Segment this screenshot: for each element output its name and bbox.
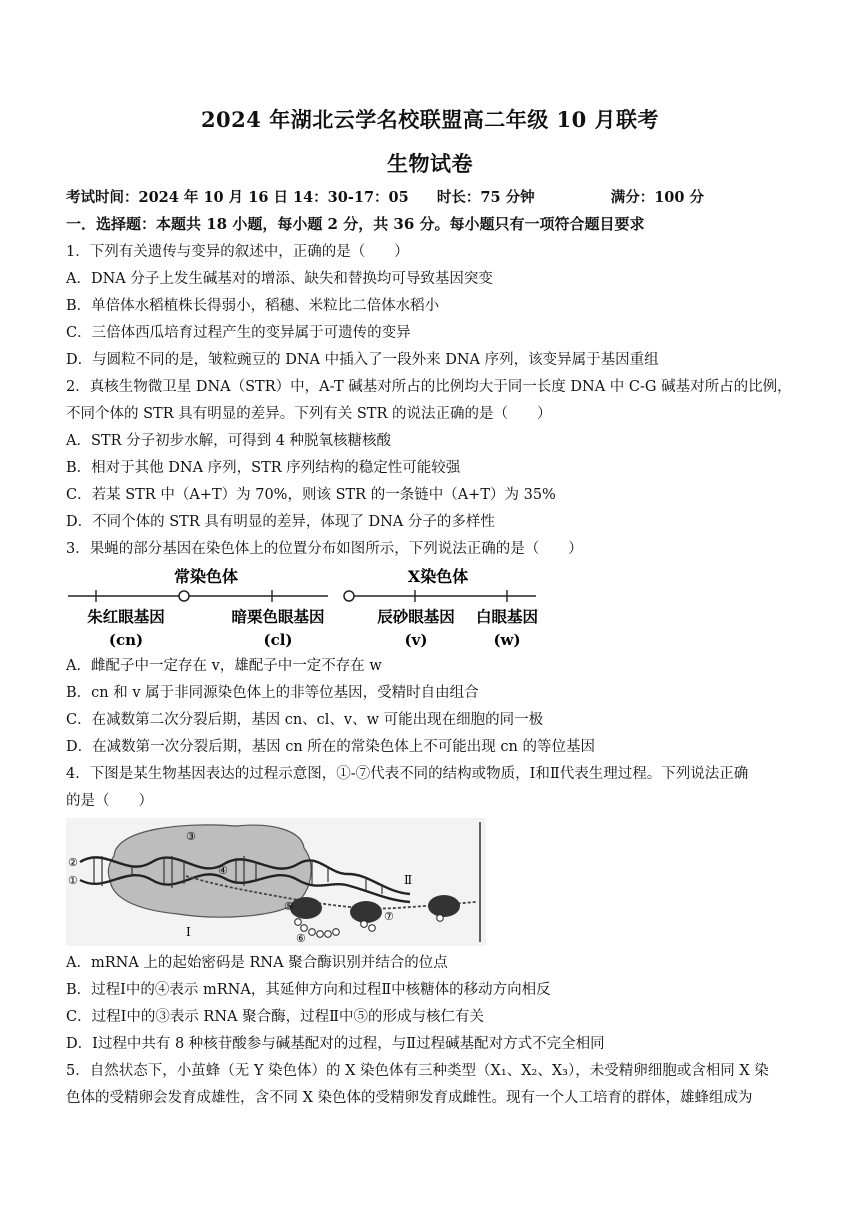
option-c: C．在减数第二次分裂后期，基因 cn、cl、v、w 可能出现在细胞的同一极 — [66, 712, 544, 728]
option-a: A．雌配子中一定存在 v，雄配子中一定不存在 w — [66, 658, 382, 674]
gene-name-v: 辰砂眼基因 — [377, 607, 455, 626]
question-stem: 5．自然状态下，小茧蜂（无 Y 染色体）的 X 染色体有三种类型（X₁、X₂、X₃），未受精卵细胞或含相同 X 染 — [66, 1063, 769, 1079]
process-ii-label: Ⅱ — [404, 873, 413, 887]
section-heading: 一．选择题：本题共 18 小题，每小题 2 分，共 36 分。每小题只有一项符合题目要求 — [66, 215, 645, 233]
centromere-icon — [344, 591, 354, 601]
x-chromosome-label: X染色体 — [407, 567, 469, 586]
gene-symbol-v: (v) — [404, 631, 428, 649]
option-c: C．若某 STR 中（A+T）为 70%，则该 STR 的一条链中（A+T）为 35% — [66, 487, 556, 503]
question-stem: 色体的受精卵会发育成雄性，含不同 X 染色体的受精卵发育成雌性。现有一个人工培育的群体，雄蜂组成为 — [66, 1090, 753, 1106]
exam-time: 考试时间：2024 年 10 月 16 日 14：30-17：05 — [66, 189, 409, 206]
process-i-label: Ⅰ — [186, 925, 191, 939]
option-a: A．mRNA 上的起始密码是 RNA 聚合酶识别并结合的位点 — [66, 955, 448, 971]
centromere-icon — [179, 591, 189, 601]
ribosome-shape — [428, 895, 460, 917]
label-5: ⑤ — [284, 900, 294, 913]
label-4: ④ — [218, 864, 228, 877]
label-2: ② — [68, 856, 78, 869]
gene-name-cn: 朱红眼基因 — [87, 607, 165, 626]
gene-expression-figure — [66, 818, 486, 946]
option-d: D．不同个体的 STR 具有明显的差异，体现了 DNA 分子的多样性 — [66, 514, 495, 530]
chromosome-gene-map-figure — [66, 562, 546, 650]
exam-subtitle: 生物试卷 — [387, 151, 473, 176]
question-stem: 3．果蝇的部分基因在染色体上的位置分布如图所示，下列说法正确的是（ ） — [66, 541, 583, 557]
option-c: C．三倍体西瓜培育过程产生的变异属于可遗传的变异 — [66, 325, 411, 341]
gene-symbol-cn: (cn) — [108, 631, 144, 649]
gene-symbol-cl: (cl) — [263, 631, 293, 649]
option-b: B．相对于其他 DNA 序列，STR 序列结构的稳定性可能较强 — [66, 460, 461, 476]
option-b: B．单倍体水稻植株长得弱小，稻穗、米粒比二倍体水稻小 — [66, 298, 440, 314]
label-1: ① — [68, 874, 78, 887]
ribosome-shape — [350, 901, 382, 923]
question-stem: 的是（ ） — [66, 793, 153, 809]
exam-title: 2024 年湖北云学名校联盟高二年级 10 月联考 — [200, 107, 660, 132]
exam-info — [66, 188, 796, 208]
option-a: A．STR 分子初步水解，可得到 4 种脱氧核糖核酸 — [66, 433, 392, 449]
question-stem: 1．下列有关遗传与变异的叙述中，正确的是（ ） — [66, 244, 409, 260]
option-d: D．Ⅰ过程中共有 8 种核苷酸参与碱基配对的过程，与Ⅱ过程碱基配对方式不完全相同 — [66, 1036, 605, 1052]
gene-name-w: 白眼基因 — [475, 607, 539, 626]
question-stem: 4．下图是某生物基因表达的过程示意图，①-⑦代表不同的结构或物质，Ⅰ和Ⅱ代表生理过程。下列说法正确 — [66, 766, 749, 782]
question-stem: 2．真核生物微卫星 DNA（STR）中，A-T 碱基对所占的比例均大于同一长度 DNA 中 C-G 碱基对所占的比例， — [66, 379, 792, 395]
option-d: D．与圆粒不同的是，皱粒豌豆的 DNA 中插入了一段外来 DNA 序列，该变异属于基因重组 — [66, 352, 659, 368]
gene-name-cl: 暗栗色眼基因 — [231, 607, 325, 626]
exam-duration: 时长：75 分钟 — [436, 189, 535, 206]
autosome-label: 常染色体 — [173, 567, 239, 586]
gene-symbol-w: (w) — [493, 631, 521, 649]
option-c: C．过程Ⅰ中的③表示 RNA 聚合酶，过程Ⅱ中⑤的形成与核仁有关 — [66, 1009, 484, 1025]
label-3: ③ — [186, 830, 196, 843]
question-stem: 不同个体的 STR 具有明显的差异。下列有关 STR 的说法正确的是（ ） — [66, 406, 552, 422]
ribosome-shape — [290, 897, 322, 919]
rna-polymerase-shape — [108, 825, 311, 917]
option-b: B．cn 和 v 属于非同源染色体上的非等位基因，受精时自由组合 — [66, 685, 479, 701]
option-b: B．过程Ⅰ中的④表示 mRNA，其延伸方向和过程Ⅱ中核糖体的移动方向相反 — [66, 982, 551, 998]
exam-score: 满分：100 分 — [610, 189, 705, 206]
option-d: D．在减数第一次分裂后期，基因 cn 所在的常染色体上不可能出现 cn 的等位基因 — [66, 739, 595, 755]
label-7: ⑦ — [384, 910, 394, 923]
option-a: A．DNA 分子上发生碱基对的增添、缺失和替换均可导致基因突变 — [66, 271, 493, 287]
label-6: ⑥ — [296, 932, 306, 945]
